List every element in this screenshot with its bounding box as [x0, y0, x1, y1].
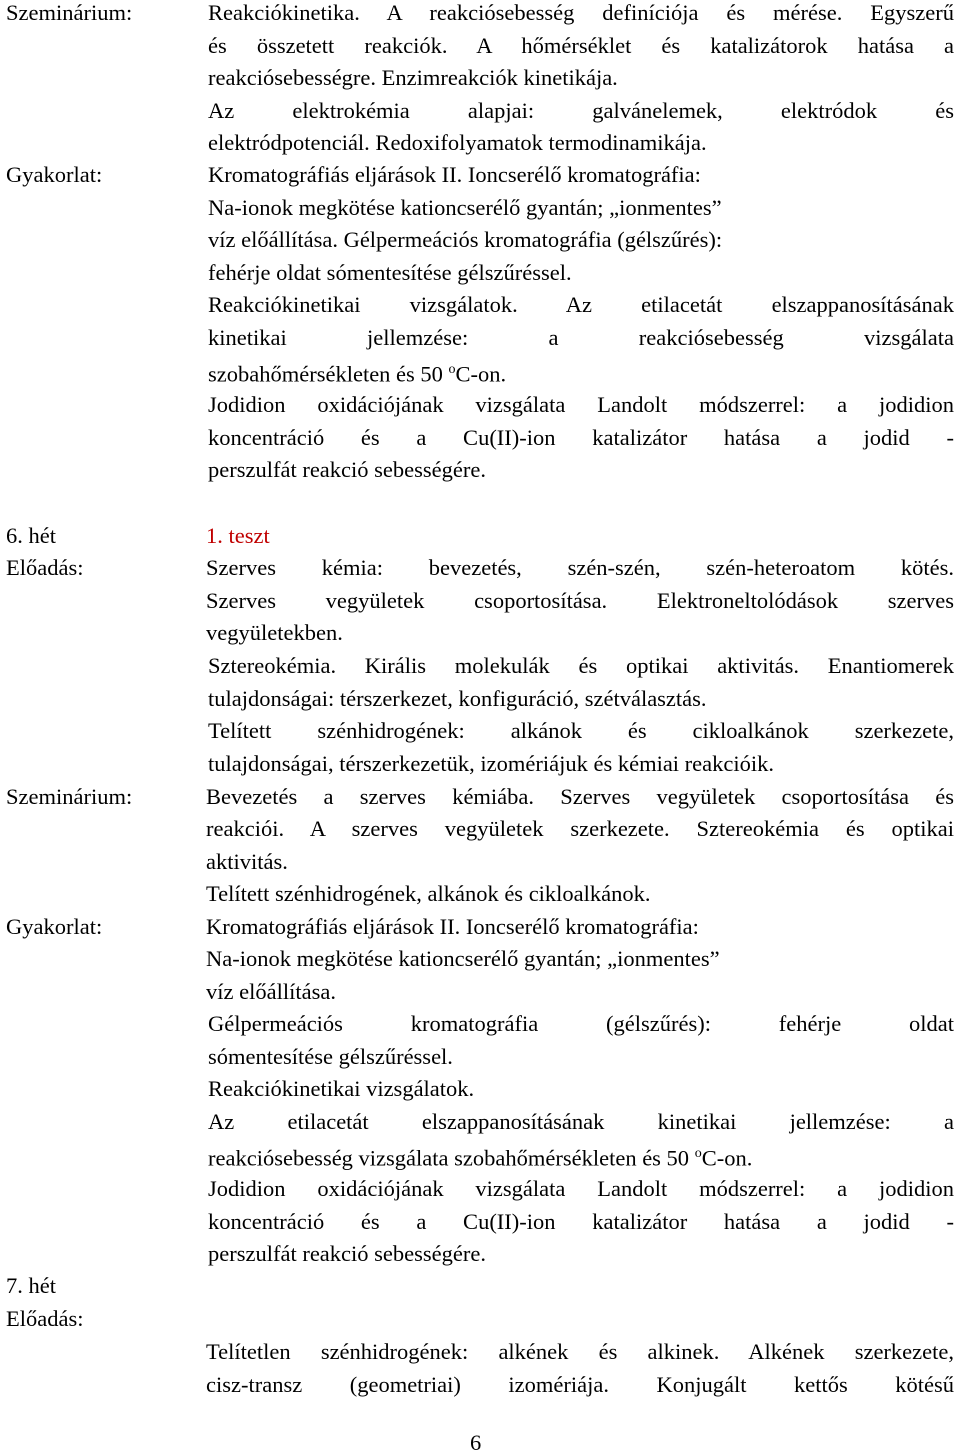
- label-szeminarium: Szeminárium:: [6, 784, 133, 809]
- text-line: Bevezetés a szerves kémiába. Szerves vegyületek csoportosítása és: [206, 784, 954, 809]
- text-line: Jodidion oxidációjának vizsgálata Landolt módszerrel: a jodidion: [208, 1176, 954, 1201]
- text-line: elektródpotenciál. Redoxifolyamatok termodinamikája.: [208, 130, 707, 155]
- label-week-6: 6. hét: [6, 523, 56, 548]
- text-segment: C-on.: [701, 1145, 753, 1171]
- text-line: Sztereokémia. Királis molekulák és optikai aktivitás. Enantiomerek: [208, 653, 954, 678]
- label-eloadas: Előadás:: [6, 1306, 84, 1331]
- text-line: Telítetlen szénhidrogének: alkének és alkinek. Alkének szerkezete,: [206, 1339, 954, 1364]
- text-line: koncentráció és a Cu(II)-ion katalizátor hatása a jodid -: [208, 1209, 954, 1234]
- label-szeminarium: Szeminárium:: [6, 0, 133, 25]
- text-line: Reakciókinetika. A reakciósebesség definíciója és mérése. Egyszerű: [208, 0, 954, 25]
- text-line: fehérje oldat sómentesítése gélszűréssel.: [208, 260, 572, 285]
- label-eloadas: Előadás:: [6, 555, 84, 580]
- text-line: Az etilacetát elszappanosításának kinetikai jellemzése: a: [208, 1109, 954, 1134]
- superscript: o: [448, 362, 456, 377]
- text-line: Na-ionok megkötése kationcserélő gyantán; „ionmentes”: [208, 195, 722, 220]
- text-line: Az elektrokémia alapjai: galvánelemek, elektródok és: [208, 98, 954, 123]
- text-line: tulajdonságai, térszerkezetük, izomériájuk és kémiai reakcióik.: [208, 751, 775, 776]
- text-line: és összetett reakciók. A hőmérséklet és katalizátorok hatása a: [208, 33, 954, 58]
- label-week-7: 7. hét: [6, 1273, 56, 1298]
- page-number: 6: [470, 1430, 482, 1455]
- text-line: cisz-transz (geometriai) izomériája. Konjugált kettős kötésű: [206, 1372, 954, 1397]
- text-line: Reakciókinetikai vizsgálatok. Az etilacetát elszappanosításának: [208, 292, 954, 317]
- text-line: víz előállítása. Gélpermeációs kromatográfia (gélszűrés):: [208, 227, 723, 252]
- text-segment: reakciósebesség vizsgálata szobahőmérsékleten és 50: [208, 1145, 695, 1171]
- text-line: Gélpermeációs kromatográfia (gélszűrés): fehérje oldat: [208, 1011, 954, 1036]
- text-line: víz előállítása.: [206, 979, 336, 1004]
- text-line: Kromatográfiás eljárások II. Ioncserélő kromatográfia:: [208, 162, 701, 187]
- text-line: tulajdonságai: térszerkezet, konfiguráció, szétválasztás.: [208, 686, 707, 711]
- text-line: perszulfát reakció sebességére.: [208, 457, 486, 482]
- text-line: aktivitás.: [206, 849, 288, 874]
- text-line: Telített szénhidrogének, alkánok és cikloalkánok.: [206, 881, 651, 906]
- text-line: vegyületekben.: [206, 620, 343, 645]
- text-line: kinetikai jellemzése: a reakciósebesség vizsgálata: [208, 325, 954, 350]
- text-line: Kromatográfiás eljárások II. Ioncserélő kromatográfia:: [206, 914, 699, 939]
- text-line: Szerves vegyületek csoportosítása. Elektroneltolódások szerves: [206, 588, 954, 613]
- text-line: Reakciókinetikai vizsgálatok.: [208, 1076, 475, 1101]
- text-line: sómentesítése gélszűréssel.: [208, 1044, 453, 1069]
- superscript: o: [694, 1146, 702, 1161]
- label-gyakorlat: Gyakorlat:: [6, 914, 103, 939]
- text-line: reakciói. A szerves vegyületek szerkezete. Sztereokémia és optikai: [206, 816, 954, 841]
- text-line: koncentráció és a Cu(II)-ion katalizátor hatása a jodid -: [208, 425, 954, 450]
- text-line: Telített szénhidrogének: alkánok és cikloalkánok szerkezete,: [208, 718, 954, 743]
- text-line: Jodidion oxidációjának vizsgálata Landolt módszerrel: a jodidion: [208, 392, 954, 417]
- label-gyakorlat: Gyakorlat:: [6, 162, 103, 187]
- text-line: [208, 1141, 752, 1172]
- text-line: [208, 357, 506, 388]
- test-marker: 1. teszt: [206, 523, 270, 548]
- text-line: Szerves kémia: bevezetés, szén-szén, szén-heteroatom kötés.: [206, 555, 954, 580]
- text-segment: C-on.: [455, 361, 507, 387]
- text-line: Na-ionok megkötése kationcserélő gyantán; „ionmentes”: [206, 946, 720, 971]
- text-line: reakciósebességre. Enzimreakciók kinetikája.: [208, 65, 618, 90]
- text-line: perszulfát reakció sebességére.: [208, 1241, 486, 1266]
- text-segment: szobahőmérsékleten és 50: [208, 361, 449, 387]
